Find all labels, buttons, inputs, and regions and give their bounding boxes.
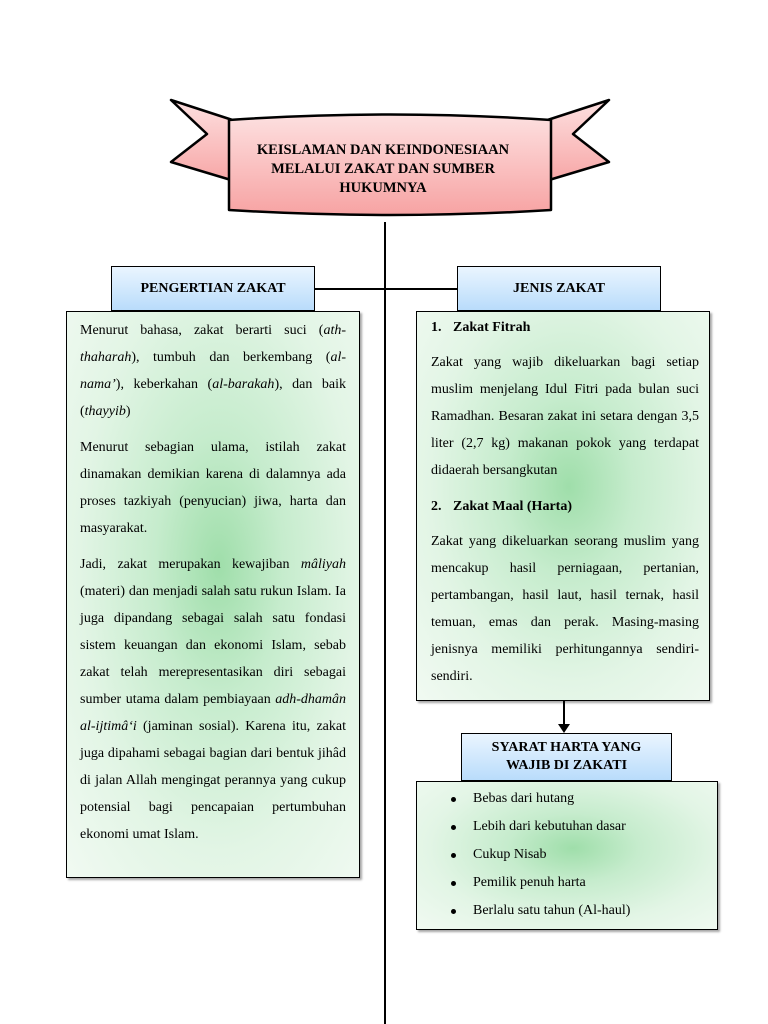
jenis-zakat-box (416, 311, 710, 701)
page-title (228, 122, 538, 216)
syarat-header-line-1: SYARAT HARTA YANG (491, 740, 642, 755)
zakat-fitrah-text: Zakat yang wajib dikeluarkan bagi setiap muslim menjelang Idul Fitri pada bulan suci Ramadhan. Besaran zakat ini setara dengan 3,5 liter (2,7 kg) makanan pokok yang terdapat didaerah bersangkutan (431, 355, 699, 478)
list-item: Pemilik penuh harta (417, 869, 717, 897)
horizontal-branch-line (314, 288, 458, 290)
pengertian-paragraph-1: Menurut bahasa, zakat berarti suci (ath-thaharah), tumbuh dan berkembang (al-nama’), keberkahan (al-barakah), dan baik (thayyib) (80, 323, 347, 419)
pengertian-zakat-header-label: PENGERTIAN ZAKAT (140, 280, 286, 296)
syarat-harta-box (416, 781, 718, 930)
jenis-zakat-header-label: JENIS ZAKAT (513, 280, 605, 296)
pengertian-paragraph-3: Jadi, zakat merupakan kewajiban mâliyah (materi) dan menjadi salah satu rukun Islam. Ia juga dipandang sebagai salah satu fondasi sistem keuangan dan ekonomi Islam, sebab zakat telah merepresentasikan diri sebagai sumber utama dalam pembiayaan adh-dhamân al-ijtimâ‘i (jaminan sosial). Karena itu, zakat juga dipahami sebagai bagian dari bentuk jihâd di jalan Allah mengingat perannya yang cukup potensial bagi pencapaian pertumbuhan ekonomi umat Islam. (80, 557, 346, 842)
syarat-harta-header (461, 733, 672, 781)
list-item: Cukup Nisab (417, 841, 717, 869)
list-item: Lebih dari kebutuhan dasar (417, 813, 717, 841)
pengertian-zakat-box (66, 311, 360, 878)
syarat-header-line-2: WAJIB DI ZAKATI (505, 758, 628, 773)
zakat-maal-heading: 2. Zakat Maal (Harta) (431, 499, 572, 514)
title-line-1: KEISLAMAN DAN KEINDONESIAAN (256, 141, 510, 158)
vertical-trunk-line (384, 222, 386, 1024)
title-line-3: HUKUMNYA (339, 179, 427, 196)
pengertian-zakat-header (111, 266, 315, 311)
jenis-zakat-header (457, 266, 661, 311)
pengertian-paragraph-2: Menurut sebagian ulama, istilah zakat dinamakan demikian karena di dalamnya ada proses tazkiyah (penyucian) jiwa, harta dan masyarakat. (80, 440, 346, 536)
list-item: Berlalu satu tahun (Al-haul) (417, 897, 717, 925)
title-line-2: MELALUI ZAKAT DAN SUMBER (271, 160, 495, 177)
syarat-list (417, 785, 717, 925)
list-item: Bebas dari hutang (417, 785, 717, 813)
arrow-line (563, 701, 565, 726)
zakat-fitrah-heading: 1. Zakat Fitrah (431, 320, 531, 335)
zakat-maal-text: Zakat yang dikeluarkan seorang muslim yang mencakup hasil perniagaan, pertanian, pertambangan, hasil laut, hasil ternak, hasil temuan, emas dan perak. Masing-masing jenisnya memiliki perhitungannya sendiri-sendiri. (431, 534, 699, 684)
